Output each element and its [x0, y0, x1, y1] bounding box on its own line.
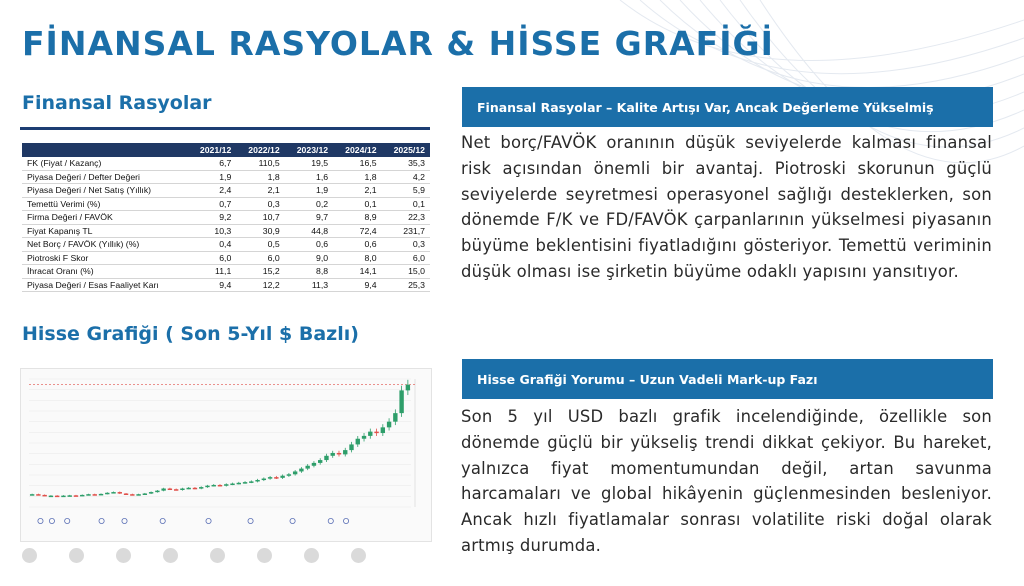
candle-body — [161, 489, 165, 491]
candle-body — [387, 422, 391, 428]
candle-body — [212, 485, 216, 487]
table-cell: 1,9 — [188, 170, 236, 184]
candle-body — [124, 493, 128, 495]
table-cell: 9,0 — [285, 251, 333, 265]
table-cell: 1,6 — [285, 170, 333, 184]
candle-body — [111, 492, 115, 494]
candle-body — [374, 432, 378, 434]
event-marker — [122, 518, 127, 523]
table-cell: 0,2 — [285, 197, 333, 211]
table-row — [22, 157, 430, 170]
event-marker — [328, 518, 333, 523]
candle-body — [287, 474, 291, 476]
candle-body — [381, 427, 385, 433]
table-cell: 14,1 — [333, 265, 381, 279]
candle-body — [337, 453, 341, 455]
table-header-row — [22, 143, 430, 157]
table-cell: 15,2 — [236, 265, 284, 279]
candle-body — [331, 453, 335, 456]
candle-body — [406, 385, 410, 391]
stock-price-chart — [21, 369, 431, 541]
candle-body — [80, 495, 84, 497]
candle-body — [149, 492, 153, 494]
column-header — [22, 143, 188, 157]
table-cell: 8,8 — [285, 265, 333, 279]
table-cell: 19,5 — [285, 157, 333, 170]
candle-body — [305, 466, 309, 469]
candle-body — [136, 494, 140, 496]
pagination-dot[interactable] — [257, 548, 272, 563]
column-header: 2021/12 — [188, 143, 236, 157]
table-cell: 231,7 — [382, 224, 430, 238]
candle-body — [393, 413, 397, 422]
candle-body — [42, 495, 46, 497]
candle-body — [299, 469, 303, 472]
candle-body — [68, 495, 72, 497]
table-cell: 9,4 — [188, 278, 236, 292]
candle-body — [224, 484, 228, 486]
table-cell: 11,1 — [188, 265, 236, 279]
table-cell: 16,5 — [333, 157, 381, 170]
row-label: Fiyat Kapanış TL — [22, 224, 188, 238]
event-marker — [38, 518, 43, 523]
table-cell: 72,4 — [333, 224, 381, 238]
table-row — [22, 224, 430, 238]
table-cell: 0,3 — [236, 197, 284, 211]
candle-body — [280, 476, 284, 478]
row-label: Firma Değeri / FAVÖK — [22, 211, 188, 225]
candle-body — [356, 439, 360, 445]
candle-body — [193, 488, 197, 490]
candle-body — [199, 487, 203, 489]
column-header: 2024/12 — [333, 143, 381, 157]
table-cell: 4,2 — [382, 170, 430, 184]
pagination-dots — [22, 548, 366, 563]
row-label: İhracat Oranı (%) — [22, 265, 188, 279]
candle-body — [293, 471, 297, 474]
table-row — [22, 278, 430, 292]
candle-body — [36, 494, 40, 496]
event-marker — [99, 518, 104, 523]
candle-body — [74, 495, 78, 497]
table-cell: 0,7 — [188, 197, 236, 211]
table-row — [22, 184, 430, 198]
candle-body — [61, 496, 65, 498]
candle-body — [86, 494, 90, 496]
table-cell: 44,8 — [285, 224, 333, 238]
candle-body — [118, 492, 122, 494]
table-cell: 1,8 — [333, 170, 381, 184]
row-label: Temettü Verimi (%) — [22, 197, 188, 211]
stock-chart-panel — [20, 368, 432, 542]
ratios-section-title: Finansal Rasyolar — [22, 92, 212, 114]
ratios-table — [22, 143, 430, 292]
candle-body — [55, 496, 59, 498]
table-row — [22, 170, 430, 184]
table-cell: 22,3 — [382, 211, 430, 225]
table-row — [22, 238, 430, 252]
candle-body — [168, 489, 172, 491]
table-cell: 6,0 — [236, 251, 284, 265]
candle-body — [243, 482, 247, 484]
table-cell: 0,1 — [382, 197, 430, 211]
table-cell: 9,2 — [188, 211, 236, 225]
candle-body — [49, 496, 53, 498]
candle-body — [105, 493, 109, 495]
candle-body — [237, 483, 241, 485]
table-cell: 25,3 — [382, 278, 430, 292]
table-cell: 9,7 — [285, 211, 333, 225]
table-cell: 0,6 — [285, 238, 333, 252]
event-marker — [65, 518, 70, 523]
table-cell: 8,9 — [333, 211, 381, 225]
candle-body — [343, 450, 347, 454]
column-header: 2022/12 — [236, 143, 284, 157]
candle-body — [318, 460, 322, 463]
event-marker — [49, 518, 54, 523]
table-cell: 35,3 — [382, 157, 430, 170]
table-cell: 2,1 — [236, 184, 284, 198]
candle-body — [180, 489, 184, 491]
pagination-dot[interactable] — [22, 548, 37, 563]
candle-body — [218, 485, 222, 487]
pagination-dot[interactable] — [351, 548, 366, 563]
candle-body — [205, 486, 209, 488]
table-cell: 0,4 — [188, 238, 236, 252]
row-label: Piotroski F Skor — [22, 251, 188, 265]
pagination-dot[interactable] — [69, 548, 84, 563]
candle-body — [312, 463, 316, 466]
table-cell: 0,1 — [333, 197, 381, 211]
table-cell: 10,7 — [236, 211, 284, 225]
candle-body — [399, 390, 403, 413]
candle-body — [249, 481, 253, 483]
table-cell: 2,1 — [333, 184, 381, 198]
event-marker — [290, 518, 295, 523]
table-row — [22, 265, 430, 279]
candle-body — [274, 477, 278, 479]
table-cell: 6,7 — [188, 157, 236, 170]
candle-body — [186, 488, 190, 490]
candle-body — [349, 444, 353, 450]
candle-body — [130, 494, 134, 496]
chart-commentary-text: Son 5 yıl USD bazlı grafik incelendiğinde, özellikle son dönemde güçlü bir yükseliş trendi dikkat çekiyor. Bu hareket, yalnızca fiyat momentumundan değil, artan savunma harcamaları ve global hikâyenin güçlenmesinden besleniyor. Ancak hızlı fiyatlamalar sonrası volatilite riski doğal olarak artmış durumda. — [461, 407, 992, 555]
candle-body — [143, 493, 147, 495]
candle-body — [268, 477, 272, 479]
candle-body — [262, 479, 266, 481]
chart-commentary-banner: Hisse Grafiği Yorumu – Uzun Vadeli Mark-up Fazı — [462, 359, 993, 399]
candle-body — [155, 491, 159, 493]
column-header: 2025/12 — [382, 143, 430, 157]
chart-section-title: Hisse Grafiği ( Son 5-Yıl $ Bazlı) — [22, 323, 359, 345]
row-label: FK (Fiyat / Kazanç) — [22, 157, 188, 170]
event-marker — [206, 518, 211, 523]
ratios-commentary-banner: Finansal Rasyolar – Kalite Artışı Var, Ancak Değerleme Yükselmiş — [462, 87, 993, 127]
candle-body — [30, 494, 34, 496]
candle-body — [255, 480, 259, 482]
table-cell: 0,3 — [382, 238, 430, 252]
table-row — [22, 211, 430, 225]
table-cell: 30,9 — [236, 224, 284, 238]
table-cell: 11,3 — [285, 278, 333, 292]
event-marker — [160, 518, 165, 523]
table-cell: 15,0 — [382, 265, 430, 279]
row-label: Piyasa Değeri / Defter Değeri — [22, 170, 188, 184]
candle-body — [230, 484, 234, 486]
pagination-dot[interactable] — [163, 548, 178, 563]
event-marker — [343, 518, 348, 523]
pagination-dot[interactable] — [116, 548, 131, 563]
table-cell: 1,8 — [236, 170, 284, 184]
table-cell: 6,0 — [382, 251, 430, 265]
table-cell: 6,0 — [188, 251, 236, 265]
section-divider — [20, 127, 430, 130]
table-cell: 2,4 — [188, 184, 236, 198]
column-header: 2023/12 — [285, 143, 333, 157]
table-row — [22, 251, 430, 265]
row-label: Piyasa Değeri / Esas Faaliyet Karı — [22, 278, 188, 292]
table-cell: 110,5 — [236, 157, 284, 170]
table-cell: 5,9 — [382, 184, 430, 198]
table-cell: 8,0 — [333, 251, 381, 265]
table-cell: 0,6 — [333, 238, 381, 252]
candle-body — [368, 432, 372, 436]
candle-body — [324, 456, 328, 460]
table-cell: 12,2 — [236, 278, 284, 292]
table-cell: 10,3 — [188, 224, 236, 238]
candle-body — [93, 494, 97, 496]
pagination-dot[interactable] — [304, 548, 319, 563]
row-label: Piyasa Değeri / Net Satış (Yıllık) — [22, 184, 188, 198]
candle-body — [174, 489, 178, 491]
page-title: FİNANSAL RASYOLAR & HİSSE GRAFİĞİ — [22, 24, 774, 63]
pagination-dot[interactable] — [210, 548, 225, 563]
table-cell: 0,5 — [236, 238, 284, 252]
ratios-commentary-text: Net borç/FAVÖK oranının düşük seviyelerde kalması finansal risk açısından önemli bir avantaj. Piotroski skorunun güçlü seviyelerde seyretmesi operasyonel sağlığı desteklerken, son dönemde F/K ve FD/FAVÖK çarpanlarının yükselmesi piyasanın büyüme beklentisini fiyatladığını gösteriyor. Temettü veriminin düşük olması ise şirketin büyüme odaklı yapısını yansıtıyor. — [461, 133, 992, 281]
event-marker — [248, 518, 253, 523]
table-cell: 1,9 — [285, 184, 333, 198]
row-label: Net Borç / FAVÖK (Yıllık) (%) — [22, 238, 188, 252]
candle-body — [362, 436, 366, 439]
candle-body — [99, 494, 103, 496]
table-row — [22, 197, 430, 211]
table-cell: 9,4 — [333, 278, 381, 292]
